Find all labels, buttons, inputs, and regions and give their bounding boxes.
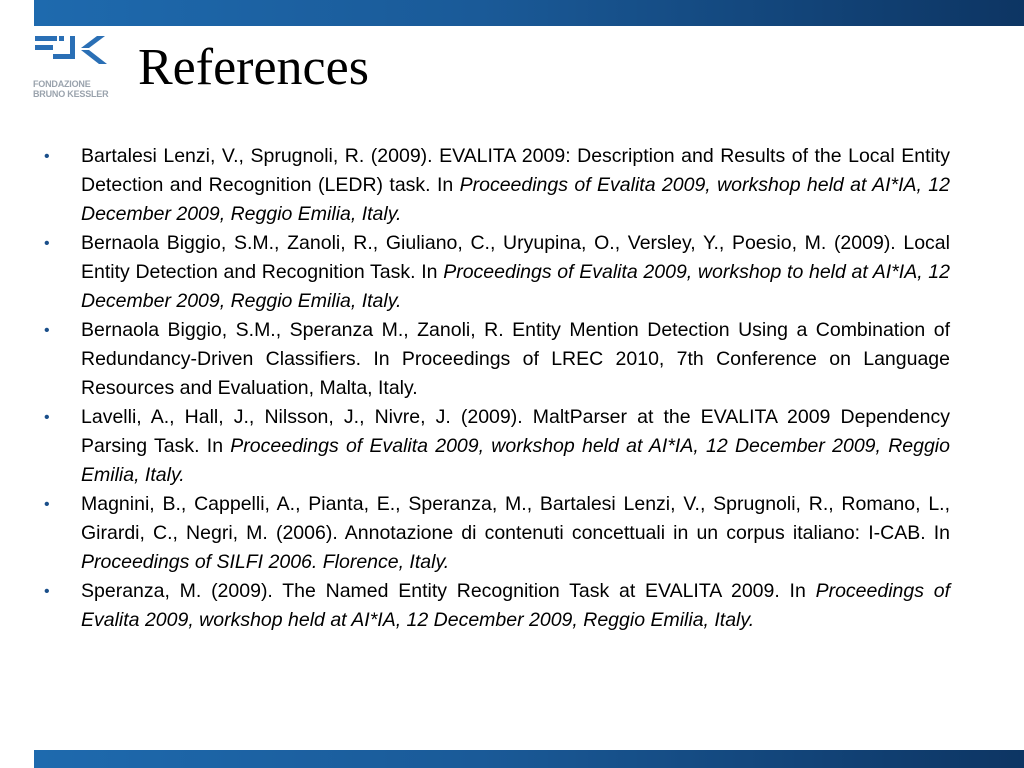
- reference-body: Lavelli, A., Hall, J., Nilsson, J., Nivre, J. (2009). MaltParser at the EVALITA 2009 Dependency Parsing Task. In: [81, 406, 950, 457]
- reference-text: [81, 580, 950, 631]
- fbk-logo-icon: [33, 34, 117, 104]
- footer-bar: [34, 750, 1024, 768]
- reference-item: [40, 316, 950, 403]
- bullet-icon: •: [44, 148, 50, 165]
- reference-item: [40, 142, 950, 229]
- logo-text-line-1: FONDAZIONE: [33, 79, 91, 89]
- reference-list: [40, 142, 950, 635]
- bullet-icon: •: [44, 235, 50, 252]
- reference-body: Speranza, M. (2009). The Named Entity Recognition Task at EVALITA 2009. In: [81, 580, 816, 602]
- reference-body: Bernaola Biggio, S.M., Speranza M., Zanoli, R. Entity Mention Detection Using a Combination of Redundancy-Driven Classifiers. In Proceedings of LREC 2010, 7th Conference on Language Resources and Evaluation, Malta, Italy.: [81, 319, 950, 399]
- reference-proceedings: Proceedings of Evalita 2009, workshop held at AI*IA, 12 December 2009, Reggio Emilia, Italy.: [81, 435, 950, 486]
- reference-proceedings: Proceedings of Evalita 2009, workshop to held at AI*IA, 12 December 2009, Reggio Emilia, Italy.: [81, 261, 950, 312]
- reference-item: [40, 229, 950, 316]
- reference-text: [81, 232, 950, 312]
- reference-proceedings: Proceedings of Evalita 2009, workshop held at AI*IA, 12 December 2009, Reggio Emilia, Italy.: [81, 174, 950, 225]
- reference-text: [81, 493, 950, 573]
- reference-text: [81, 406, 950, 486]
- reference-proceedings: Proceedings of Evalita 2009, workshop held at AI*IA, 12 December 2009, Reggio Emilia, Italy.: [81, 580, 950, 631]
- reference-proceedings: Proceedings of SILFI 2006. Florence, Italy.: [81, 551, 450, 573]
- reference-body: Bartalesi Lenzi, V., Sprugnoli, R. (2009). EVALITA 2009: Description and Results of the Local Entity Detection and Recognition (LEDR) task. In: [81, 145, 950, 196]
- reference-item: [40, 490, 950, 577]
- bullet-icon: •: [44, 322, 50, 339]
- reference-text: [81, 319, 950, 399]
- bullet-icon: •: [44, 409, 50, 426]
- reference-item: [40, 403, 950, 490]
- bullet-icon: •: [44, 496, 50, 513]
- reference-item: [40, 577, 950, 635]
- slide-title: References: [138, 39, 369, 96]
- logo-text-line-2: BRUNO KESSLER: [33, 89, 109, 99]
- reference-body: Bernaola Biggio, S.M., Zanoli, R., Giuliano, C., Uryupina, O., Versley, Y., Poesio, M. (2009). Local Entity Detection and Recognition Task. In: [81, 232, 950, 283]
- reference-text: [81, 145, 950, 225]
- header-bar: [34, 0, 1024, 26]
- reference-body: Magnini, B., Cappelli, A., Pianta, E., Speranza, M., Bartalesi Lenzi, V., Sprugnoli, R., Romano, L., Girardi, C., Negri, M. (2006). Annotazione di contenuti concettuali in un corpus italiano: I-CAB. In: [81, 493, 950, 544]
- fbk-logo-mark: [33, 34, 113, 76]
- bullet-icon: •: [44, 583, 50, 600]
